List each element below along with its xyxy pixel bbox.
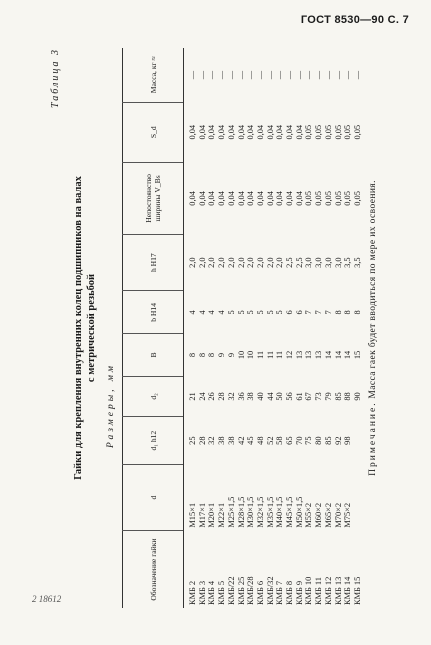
table-row — [324, 48, 334, 608]
table-cell: М55×2 — [304, 502, 314, 528]
table-cell: 58 — [275, 436, 285, 445]
table-cell: М25×1,5 — [226, 496, 236, 528]
table-header-row — [123, 48, 184, 608]
table-cell: 50 — [275, 392, 285, 401]
table-cell: 85 — [323, 436, 333, 445]
table-row — [285, 48, 295, 608]
table-cell: 2,0 — [265, 257, 275, 268]
table-cell: 2,0 — [207, 257, 217, 268]
table-cell: М75×2 — [343, 502, 353, 528]
table-cell: 0,04 — [197, 191, 207, 206]
table-cell: 70 — [294, 436, 304, 445]
table-row — [353, 48, 363, 608]
table-cell: 2,0 — [197, 257, 207, 268]
table-cell: 7 — [323, 310, 333, 315]
page-header: ГОСТ 8530—90 С. 7 — [300, 14, 409, 26]
sizes-caption: Размеры, мм — [106, 363, 116, 448]
table-cell: 0,04 — [226, 124, 236, 140]
col-header-d2: d₂ — [123, 376, 184, 417]
table-cell: 45 — [246, 436, 256, 445]
table-cell: — — [226, 70, 236, 80]
table-cell: 11 — [275, 350, 285, 359]
marginal-note: 2 18612 — [32, 594, 62, 604]
table-cell: 92 — [333, 436, 343, 445]
table-cell: 0,05 — [314, 191, 324, 206]
table-cell: М45×1,5 — [285, 496, 295, 528]
table-cell: 52 — [265, 436, 275, 445]
table-cell — [353, 417, 363, 465]
table-cell: 5 — [255, 310, 265, 315]
table-cell: 80 — [314, 436, 324, 445]
table-cell: 2,0 — [217, 257, 227, 268]
table-caption — [72, 48, 98, 608]
table-cell: 2,0 — [236, 257, 246, 268]
table-cell: 75 — [304, 436, 314, 445]
table-cell: 61 — [294, 392, 304, 401]
table-cell: 0,04 — [285, 124, 295, 140]
col-header-d: d — [123, 465, 184, 531]
nuts-table — [122, 48, 363, 608]
table-cell: 8 — [207, 352, 217, 358]
col-header-width-variation: Непостоянство ширины V_Bs — [123, 162, 184, 234]
table-cell: 0,05 — [304, 191, 314, 206]
table-cell: КМБ 9 — [294, 580, 304, 605]
table-cell: — — [188, 70, 197, 80]
table-cell: 9 — [217, 352, 227, 358]
table-cell: 11 — [265, 350, 275, 359]
table-cell: 32 — [207, 436, 217, 445]
table-cell: КМБ 7 — [275, 580, 285, 605]
table-cell: 25 — [188, 436, 197, 445]
table-row — [237, 48, 247, 608]
table-cell: КМБ 5 — [217, 580, 227, 605]
table-cell: — — [255, 70, 265, 80]
table-cell: 8 — [197, 352, 207, 358]
table-cell: 48 — [255, 436, 265, 445]
table-cell: КМБ/28 — [246, 576, 256, 605]
table-cell: 85 — [333, 392, 343, 401]
table-cell: КМБ 8 — [285, 580, 295, 605]
col-header-b-h14: b H14 — [123, 291, 184, 334]
table-cell: 21 — [188, 392, 197, 401]
table-cell: 3,0 — [323, 257, 333, 268]
table-cell: 7 — [304, 310, 314, 315]
table-cell: 7 — [314, 310, 324, 315]
table-cell: 0,04 — [246, 191, 256, 206]
table-cell: 0,04 — [236, 191, 246, 206]
table-cell: КМБ 2 — [188, 580, 197, 605]
table-cell: 2,0 — [255, 257, 265, 268]
table-cell: 32 — [226, 392, 236, 401]
table-cell: 0,04 — [197, 124, 207, 140]
table-cell: 2,0 — [188, 257, 197, 268]
table-cell: — — [246, 70, 256, 80]
table-cell: 42 — [236, 436, 246, 445]
table-cell: 0,04 — [255, 191, 265, 206]
table-cell: 14 — [333, 350, 343, 360]
table-cell: М30×1,5 — [246, 496, 256, 528]
table-cell: КМБ 13 — [333, 576, 343, 605]
table-cell: 3,5 — [343, 257, 353, 268]
table-cell: 0,04 — [265, 191, 275, 206]
table-cell: 10 — [236, 350, 246, 360]
table-cell: М50×1,5 — [294, 496, 304, 528]
table-cell: 26 — [207, 392, 217, 401]
note-text: Масса гаек будет вводиться по мере их освоения. — [368, 180, 378, 399]
table-cell: 6 — [285, 310, 295, 315]
table-cell: 3,0 — [333, 257, 343, 268]
table-cell: — — [265, 70, 275, 80]
table-cell: 13 — [314, 350, 324, 360]
rotated-page-content — [50, 48, 390, 608]
table-cell: 28 — [197, 436, 207, 445]
table-row — [217, 48, 227, 608]
table-cell: 4 — [217, 310, 227, 315]
table-cell: КМБ/32 — [265, 576, 275, 605]
table-cell: 0,04 — [188, 191, 197, 206]
table-cell: М28×1,5 — [236, 496, 246, 528]
table-cell: 4 — [207, 310, 217, 315]
table-row — [295, 48, 305, 608]
table-cell: М22×1 — [217, 502, 227, 528]
table-cell: 3,0 — [304, 257, 314, 268]
table-cell: 8 — [333, 310, 343, 315]
table-cell: КМБ 11 — [314, 577, 324, 605]
table-row — [314, 48, 324, 608]
table-cell: М70×2 — [333, 502, 343, 528]
table-cell: 88 — [343, 392, 353, 401]
col-header-b-width: B — [123, 334, 184, 376]
table-cell: КМБ 14 — [343, 576, 353, 605]
table-cell: 0,05 — [323, 191, 333, 206]
caption-line-2: с метрической резьбой — [86, 273, 97, 383]
table-cell: 73 — [314, 392, 324, 401]
table-cell: М15×1 — [188, 502, 197, 528]
table-cell: 5 — [226, 310, 236, 315]
note-label: Примечание. — [368, 401, 378, 476]
table-cell: 0,04 — [265, 124, 275, 140]
table-cell: 0,05 — [343, 191, 353, 206]
table-cell: 56 — [285, 392, 295, 401]
table-cell: 14 — [343, 350, 353, 360]
col-header-h-h17: h H17 — [123, 234, 184, 291]
table-cell: 0,04 — [246, 124, 256, 140]
table-cell: 2,0 — [226, 257, 236, 268]
table-cell: КМБ 3 — [197, 580, 207, 605]
table-row — [256, 48, 266, 608]
table-cell: 67 — [304, 392, 314, 401]
table-cell: М32×1,5 — [255, 496, 265, 528]
table-cell: 0,04 — [217, 124, 227, 140]
table-cell: 40 — [255, 392, 265, 401]
table-cell: 90 — [352, 392, 362, 401]
table-cell: — — [304, 70, 314, 80]
table-label: Таблица 3 — [50, 48, 61, 108]
table-cell: 0,05 — [352, 124, 362, 140]
table-cell: 12 — [285, 350, 295, 360]
table-cell: 0,04 — [255, 124, 265, 140]
table-cell: — — [294, 70, 304, 80]
table-cell: 98 — [343, 436, 353, 445]
table-cell: 0,04 — [217, 191, 227, 206]
table-row — [207, 48, 217, 608]
table-cell: КМБ 25 — [236, 576, 246, 605]
table-cell: М17×1 — [197, 502, 207, 528]
table-cell: 3,5 — [352, 257, 362, 268]
table-cell: 38 — [226, 436, 236, 445]
table-row — [266, 48, 276, 608]
table-cell: 5 — [246, 310, 256, 315]
table-row — [198, 48, 208, 608]
table-cell: М20×1 — [207, 502, 217, 528]
table-cell: 15 — [352, 350, 362, 360]
table-cell: 0,04 — [207, 124, 217, 140]
table-cell: 2,0 — [275, 257, 285, 268]
table-cell: 44 — [265, 392, 275, 401]
col-header-mass: Масса, кг ≈ — [123, 48, 184, 102]
table-cell: 11 — [255, 350, 265, 359]
table-row — [227, 48, 237, 608]
table-cell: — — [323, 70, 333, 80]
table-cell: 6 — [294, 310, 304, 315]
table-cell: 8 — [343, 310, 353, 315]
table-cell: 0,05 — [314, 124, 324, 140]
table-cell: — — [275, 70, 285, 80]
col-header-d1: d₁ h12 — [123, 417, 184, 465]
table-cell: М60×2 — [314, 502, 324, 528]
table-cell: 0,04 — [207, 191, 217, 206]
table-cell: 9 — [226, 352, 236, 358]
table-cell: — — [352, 70, 362, 80]
table-cell: 8 — [188, 352, 197, 358]
table-cell: 0,05 — [343, 124, 353, 140]
table-body — [184, 48, 363, 608]
table-cell: М65×2 — [323, 502, 333, 528]
table-cell: КМБ 15 — [352, 576, 362, 605]
table-cell: 0,04 — [226, 191, 236, 206]
table-cell: М40×1,5 — [275, 496, 285, 528]
table-cell: 0,05 — [323, 124, 333, 140]
table-row — [246, 48, 256, 608]
table-row — [184, 48, 198, 608]
table-cell — [353, 465, 363, 531]
table-cell: 38 — [217, 436, 227, 445]
table-row — [334, 48, 344, 608]
table-cell: 0,04 — [275, 124, 285, 140]
table-cell: 0,04 — [236, 124, 246, 140]
table-cell: — — [217, 70, 227, 80]
table-cell: 0,05 — [304, 124, 314, 140]
table-cell: 0,05 — [333, 124, 343, 140]
table-cell: 8 — [352, 310, 362, 315]
table-cell: 13 — [304, 350, 314, 360]
table-cell: — — [236, 70, 246, 80]
caption-line-1: Гайки для крепления внутренних колец подшипников на валах — [73, 176, 84, 480]
table-cell: 4 — [188, 310, 197, 315]
table-cell: 4 — [197, 310, 207, 315]
table-cell: 36 — [236, 392, 246, 401]
table-cell: 13 — [294, 350, 304, 360]
table-cell: 28 — [217, 392, 227, 401]
table-note — [368, 48, 378, 608]
table-cell: 65 — [285, 436, 295, 445]
table-cell: 3,0 — [314, 257, 324, 268]
table-cell: 0,05 — [333, 191, 343, 206]
table-cell: 2,5 — [285, 257, 295, 268]
table-cell: КМБ 4 — [207, 580, 217, 605]
col-header-sd: S_d — [123, 102, 184, 162]
table-cell: 0,04 — [275, 191, 285, 206]
table-row — [304, 48, 314, 608]
table-cell: 2,5 — [294, 257, 304, 268]
table-cell: КМБ/22 — [226, 576, 236, 605]
table-cell: 10 — [246, 350, 256, 360]
table-row — [275, 48, 285, 608]
table-cell: — — [343, 70, 353, 80]
table-cell: — — [207, 70, 217, 80]
table-cell: КМБ 10 — [304, 576, 314, 605]
table-row — [343, 48, 353, 608]
table-cell: 14 — [323, 350, 333, 360]
table-cell: 5 — [236, 310, 246, 315]
table-cell: 0,04 — [294, 124, 304, 140]
table-cell: 79 — [323, 392, 333, 401]
table-cell: 2,0 — [246, 257, 256, 268]
table-cell: — — [285, 70, 295, 80]
table-cell: 38 — [246, 392, 256, 401]
table-cell: КМБ 12 — [323, 576, 333, 605]
col-header-designation: Обозначение гайки — [123, 531, 184, 608]
table-cell: 5 — [275, 310, 285, 315]
table-cell: — — [197, 70, 207, 80]
table-cell: 0,04 — [294, 191, 304, 206]
table-cell: — — [314, 70, 324, 80]
table-cell: 0,05 — [352, 191, 362, 206]
table-cell: 0,04 — [285, 191, 295, 206]
table-cell: КМБ 6 — [255, 580, 265, 605]
table-cell: — — [333, 70, 343, 80]
table-cell: 24 — [197, 392, 207, 401]
table-cell: 0,04 — [188, 124, 197, 140]
table-cell: М35×1,5 — [265, 496, 275, 528]
table-cell: 5 — [265, 310, 275, 315]
